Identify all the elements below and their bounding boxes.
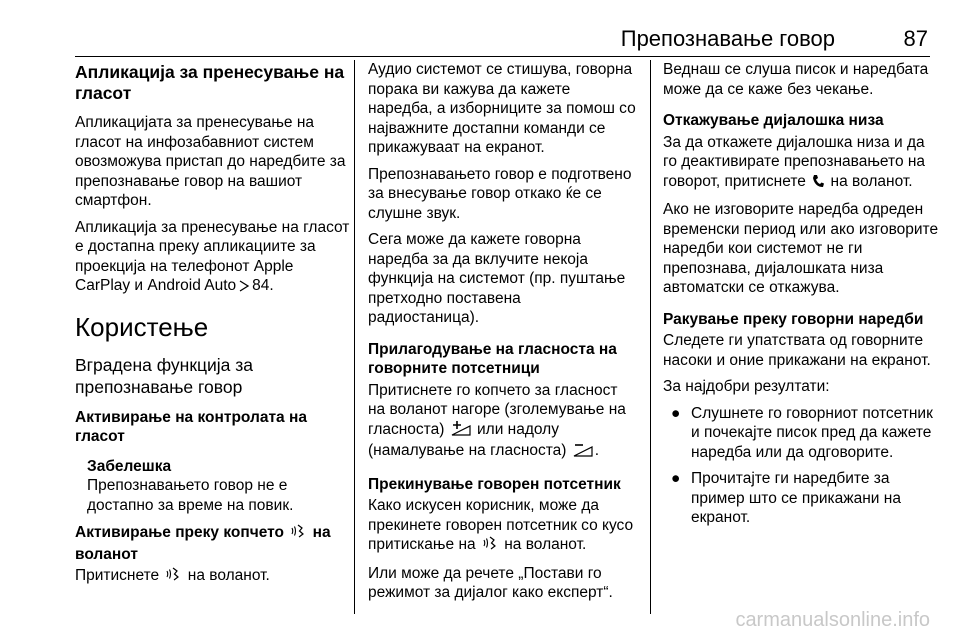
paragraph: За најдобри резултати: — [663, 378, 830, 395]
heading-usage: Користење — [75, 311, 209, 342]
subsection-title — [75, 523, 350, 564]
section-title: Апликација за пренесување на гласот — [75, 62, 345, 103]
page-number: 87 — [903, 26, 928, 51]
header-rule — [75, 56, 930, 57]
subheading: Вградена функција за препознавање говор — [75, 354, 254, 397]
watermark: carmanualsonline.info — [735, 609, 930, 631]
paragraph-text: или надолу (намалување на гласноста) — [368, 420, 567, 459]
column-2 — [368, 60, 636, 610]
note-text: Препознавањето говор не е достапно за време на повик. — [87, 477, 294, 514]
subsection-title: Активирање на контролата на гласот — [75, 408, 307, 445]
subsection-title-text: на воланот — [75, 524, 331, 563]
paragraph: Веднаш се слуша писок и наредбата може да се каже без чекање. — [663, 61, 929, 98]
paragraph: Препознавањето говор е подготвено за внесување говор откако ќе се слушне звук. — [368, 165, 632, 222]
paragraph: Сега може да кажете говорна наредба за да вклучите некоја функција на системот (пр. пуштање претходно поставена радиостаница). — [368, 231, 626, 326]
paragraph-text: на воланот. — [504, 536, 587, 553]
paragraph: Или може да речете „Постави го режимот за дијалог како експерт“. — [368, 564, 613, 601]
note-title: Забелешка — [87, 457, 172, 475]
header-title: Препознавање говор — [620, 26, 835, 51]
paragraph — [368, 381, 636, 463]
phone-icon — [812, 174, 824, 194]
paragraph: Ако не изговорите наредба одреден временски период или ако изговорите наредби кои системот не ги препознава, дијалошката низа автоматски се откажува. — [663, 201, 939, 296]
paragraph-text: Како искусен корисник, може да прекинете говорен потсетник со кусо притискање на — [368, 497, 634, 553]
list-item — [663, 404, 940, 463]
voice-button-icon — [482, 535, 498, 557]
volume-up-icon — [451, 420, 471, 442]
subsection-title: Прекинување говорен потсетник — [368, 475, 621, 493]
paragraph-text: За да откажете дијалошка низа и да го деактивирате препознавањето на говорот, притиснете — [663, 133, 926, 190]
subsection-title: Ракување преку говорни наредби — [663, 310, 924, 328]
page-reference: 84. — [252, 277, 274, 294]
column-divider — [354, 60, 355, 614]
paragraph — [663, 133, 940, 194]
paragraph-text: Притиснете го копчето за гласност на воланот нагоре (зголемување на гласноста) — [368, 381, 626, 438]
paragraph: Следете ги упатствата од говорните насоки и оние прикажани на екранот. — [663, 332, 931, 369]
paragraph — [368, 496, 636, 557]
paragraph — [75, 566, 350, 588]
subsection-title: Прилагодување на гласноста на говорните потсетници — [368, 340, 617, 377]
voice-button-icon — [165, 566, 181, 588]
paragraph — [75, 218, 350, 298]
column-divider — [650, 60, 651, 614]
subsection-title: Откажување дијалошка низа — [663, 112, 884, 129]
page-header — [0, 14, 960, 54]
paragraph-text: на воланот. — [830, 172, 913, 190]
list-item-text: Слушнете го говорниот потсетник и почекајте писок пред да кажете наредба или да одговорите. — [691, 404, 933, 461]
page-reference-arrow-icon — [238, 278, 250, 298]
column-1 — [75, 60, 350, 595]
volume-down-icon — [573, 441, 593, 463]
paragraph-text: на воланот. — [187, 567, 270, 584]
subsection-title-text: Активирање преку копчето — [75, 524, 284, 541]
voice-button-icon — [290, 523, 306, 545]
paragraph-text: Апликација за пренесување на гласот е достапна преку апликациите за проекција на телефонот Apple CarPlay и Android Auto — [75, 218, 350, 294]
note-box — [87, 457, 350, 516]
column-3 — [663, 60, 940, 535]
bullet-icon: ● — [671, 470, 681, 487]
bullet-icon: ● — [671, 404, 681, 422]
list-item — [663, 469, 940, 528]
list-item-text: Прочитајте ги наредбите за пример што се прикажани на екранот. — [691, 470, 901, 526]
paragraph-text: . — [594, 442, 600, 459]
paragraph: Апликацијата за пренесување на гласот на инфозабавниот систем овозможува пристап до наредбите за препознавање говор на вашиот смартфон. — [75, 114, 346, 209]
paragraph-text: Притиснете — [75, 567, 160, 584]
paragraph: Аудио системот се стишува, говорна порака ви кажува да кажете наредба, а изборниците за помош со најважните достапни команди се прикажуваат на екранот. — [368, 61, 636, 156]
